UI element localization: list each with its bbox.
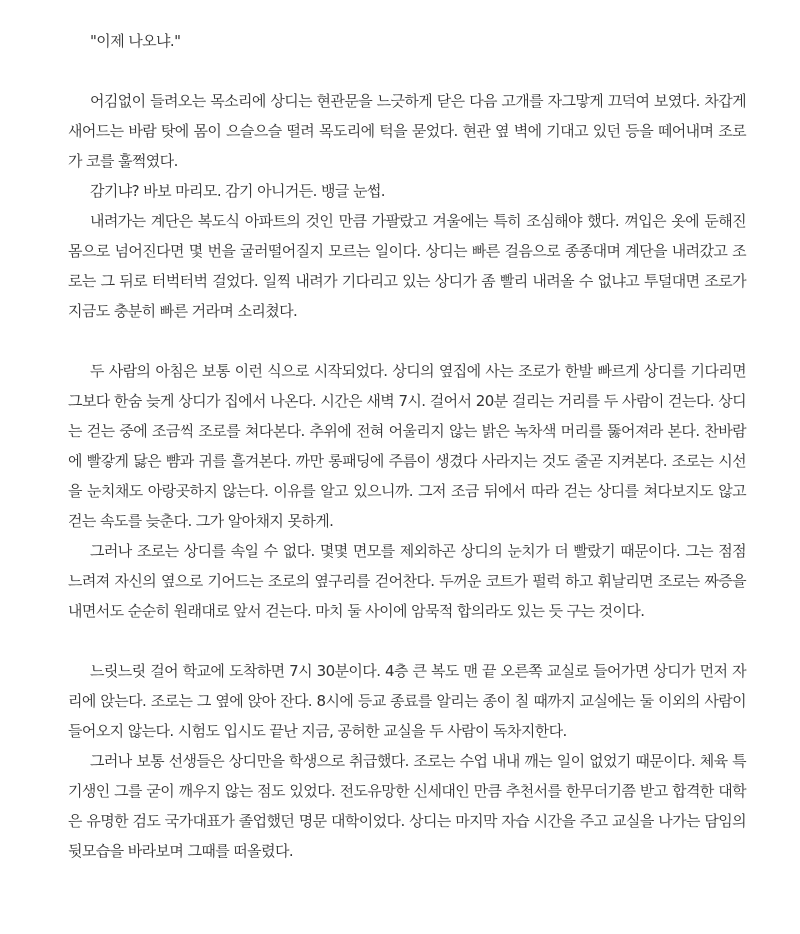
paragraph-spacer [68, 326, 746, 356]
paragraph-spacer [68, 626, 746, 656]
body-paragraph: 그러나 보통 선생들은 상디만을 학생으로 취급했다. 조로는 수업 내내 깨는 일이 없었기 때문이다. 체육 특기생인 그를 굳이 깨우지 않는 점도 있었다. 전도유망한 신세대인 만큼 추천서를 한무더기쯤 받고 합격한 대학은 유명한 검도 국가대표가 졸업했던 명문 대학이었다. 상디는 마지막 자습 시간을 주고 교실을 나가는 담임의 뒷모습을 바라보며 그때를 떠올렸다. [68, 752, 746, 860]
body-paragraph: 감기냐? 바보 마리모. 감기 아니거든. 뱅글 눈썹. [90, 182, 385, 200]
paragraph-spacer [68, 56, 746, 86]
body-paragraph: 어김없이 들려오는 목소리에 상디는 현관문을 느긋하게 닫은 다음 고개를 자그맣게 끄덕여 보였다. 차갑게 새어드는 바람 탓에 몸이 으슬으슬 떨려 목도리에 턱을 묻었다. 현관 옆 벽에 기대고 있던 등을 떼어내며 조로가 코를 훌쩍였다. [68, 92, 746, 170]
dialogue-paragraph: "이제 나오냐." [90, 32, 181, 50]
body-paragraph: 느릿느릿 걸어 학교에 도착하면 7시 30분이다. 4층 큰 복도 맨 끝 오른쪽 교실로 들어가면 상디가 먼저 자리에 앉는다. 조로는 그 옆에 앉아 잔다. 8시에 등교 종료를 알리는 종이 칠 때까지 교실에는 둘 이외의 사람이 들어오지 않는다. 시험도 입시도 끝난 지금, 공허한 교실을 두 사람이 독차지한다. [68, 662, 746, 740]
body-paragraph: 그러나 조로는 상디를 속일 수 없다. 몇몇 면모를 제외하곤 상디의 눈치가 더 빨랐기 때문이다. 그는 점점 느려져 자신의 옆으로 기어드는 조로의 옆구리를 걷어찬다. 두꺼운 코트가 펄럭 하고 휘날리면 조로는 짜증을 내면서도 순순히 원래대로 앞서 걷는다. 마치 둘 사이에 암묵적 합의라도 있는 듯 구는 것이다. [68, 542, 746, 620]
body-paragraph: 내려가는 계단은 복도식 아파트의 것인 만큼 가팔랐고 겨울에는 특히 조심해야 했다. 껴입은 옷에 둔해진 몸으로 넘어진다면 몇 번을 굴러떨어질지 모르는 일이다. 상디는 빠른 걸음으로 종종대며 계단을 내려갔고 조로는 그 뒤로 터벅터벅 걸었다. 일찍 내려가 기다리고 있는 상디가 좀 빨리 내려올 수 없냐고 투덜대면 조로가 지금도 충분히 빠른 거라며 소리쳤다. [68, 212, 746, 320]
body-paragraph: 두 사람의 아침은 보통 이런 식으로 시작되었다. 상디의 옆집에 사는 조로가 한발 빠르게 상디를 기다리면 그보다 한숨 늦게 상디가 집에서 나온다. 시간은 새벽 7시. 걸어서 20분 걸리는 거리를 두 사람이 걷는다. 상디는 걷는 중에 조금씩 조로를 쳐다본다. 추위에 전혀 어울리지 않는 밝은 녹차색 머리를 뚫어져라 본다. 찬바람에 빨갛게 닳은 뺨과 귀를 흘겨본다. 까만 롱패딩에 주름이 생겼다 사라지는 것도 줄곧 지켜본다. 조로는 시선을 눈치채도 아랑곳하지 않는다. 이유를 알고 있으니까. 그저 조금 뒤에서 따라 걷는 상디를 쳐다보지도 않고 걷는 속도를 늦춘다. 그가 알아채지 못하게. [68, 362, 746, 530]
